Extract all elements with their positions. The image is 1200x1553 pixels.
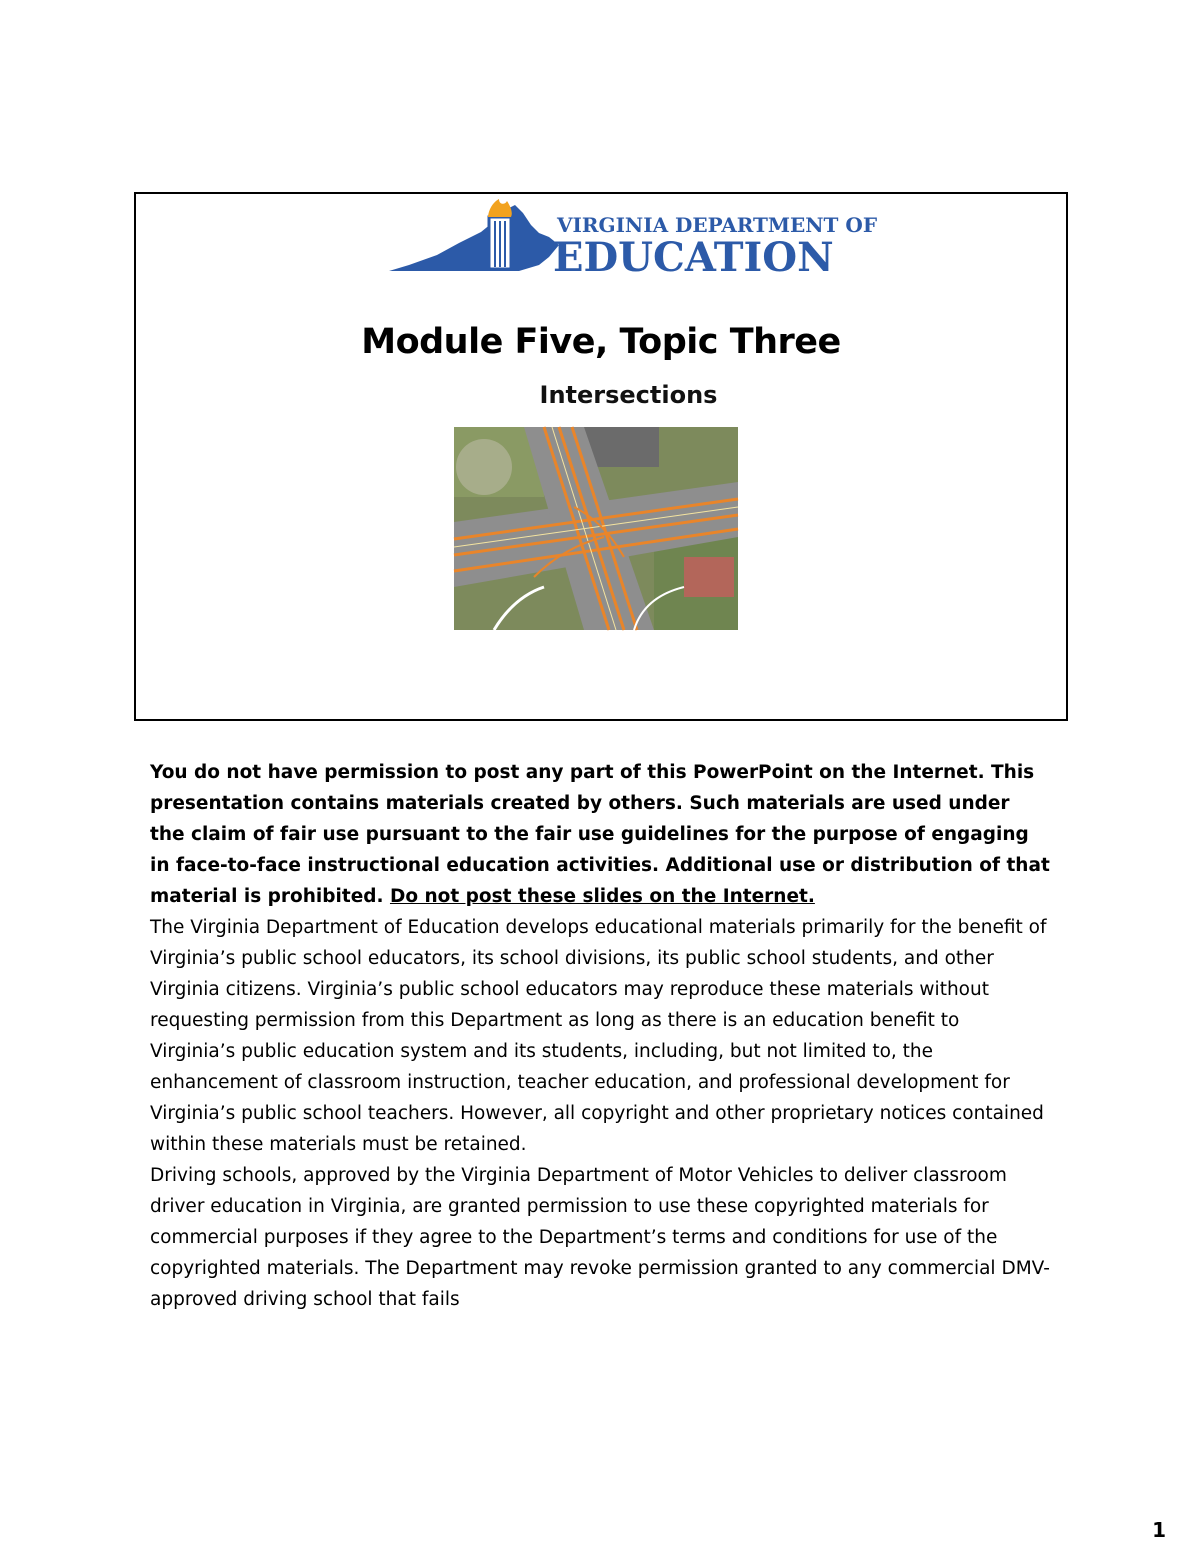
permission-notice <box>150 757 1050 912</box>
logo-text-line2: EDUCATION <box>553 234 834 281</box>
do-not-post-warning: Do not post these slides on the Internet. <box>389 886 815 907</box>
slide-subtitle: Intersections <box>539 381 718 409</box>
slide-frame <box>134 192 1068 721</box>
virginia-doe-logo <box>389 199 878 281</box>
driving-schools-paragraph: Driving schools, approved by the Virginia Department of Motor Vehicles to deliver classroom driver education in Virginia, are granted permission to use these copyrighted materials for commercial purposes if they agree to the Department’s terms and conditions for use of the copyrighted materials. The Department may revoke permission granted to any commercial DMV-approved driving school that fails <box>150 1165 1050 1310</box>
logo-text-line1: VIRGINIA DEPARTMENT OF <box>557 213 878 237</box>
virginia-state-icon <box>389 205 559 271</box>
slide-title: Module Five, Topic Three <box>361 322 841 362</box>
vdoe-usage-paragraph: The Virginia Department of Education develops educational materials primarily for the benefit of Virginia’s public school educators, its school divisions, its public school students, and other Virginia citizens. Virginia’s public school educators may reproduce these materials without requesting permission from this Department as long as there is an education benefit to Virginia’s public education system and its students, including, but not limited to, the enhancement of classroom instruction, teacher education, and professional development for Virginia’s public school teachers. However, all copyright and other proprietary notices contained within these materials must be retained. <box>150 917 1047 1155</box>
aerial-intersection-photo <box>454 427 738 630</box>
permission-notice-text: You do not have permission to post any part of this PowerPoint on the Internet. This presentation contains materials created by others. Such materials are used under the claim of fair use pursuant to the fair use guidelines for the purpose of engaging in face-to-face instructional education activities. Additional use or distribution of that material is prohibited. <box>150 762 1050 907</box>
flame-icon <box>488 199 512 217</box>
speaker-notes <box>150 757 1050 1315</box>
page-number: 1 <box>1152 1518 1166 1542</box>
